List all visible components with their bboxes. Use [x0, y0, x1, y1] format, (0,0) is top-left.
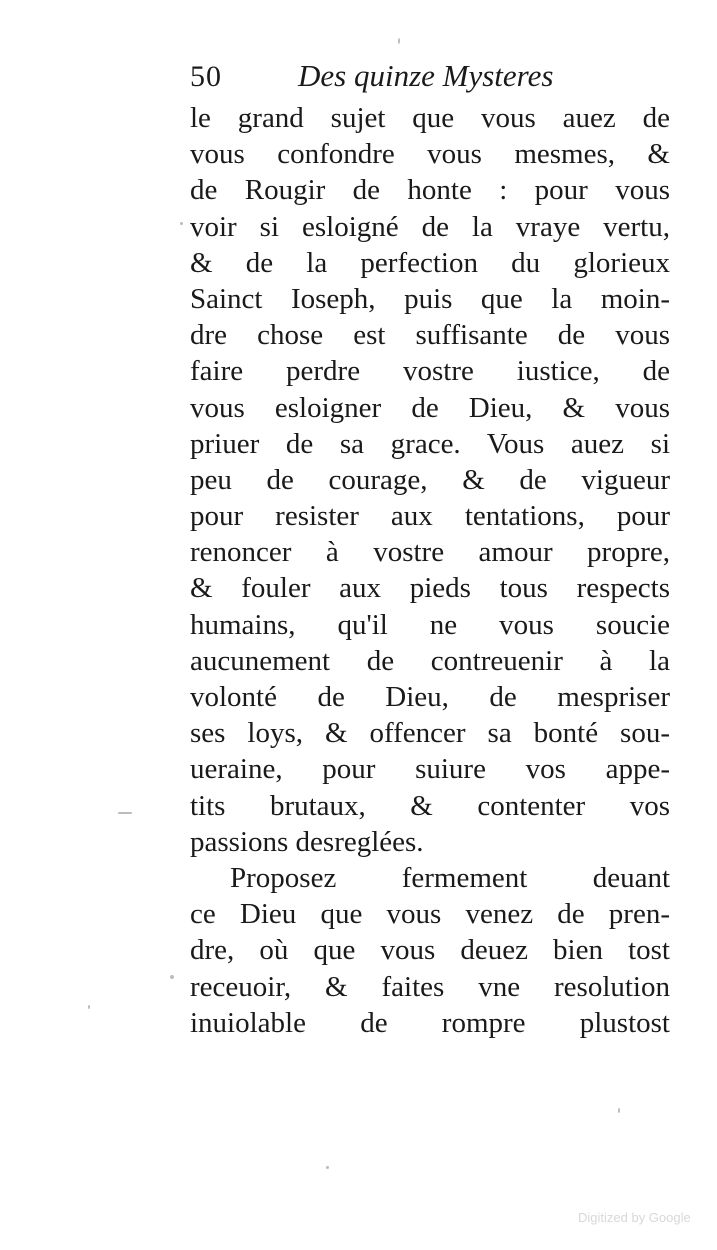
- paper-speck: [180, 222, 183, 225]
- text-line: & de la perfection du glorieux: [190, 246, 670, 279]
- body-text: [190, 100, 670, 1041]
- text-line: volonté de Dieu, de mespriser: [190, 681, 670, 713]
- text-line: dre chose est suffisante de vous: [190, 319, 670, 352]
- text-line: renoncer à vostre amour propre,: [190, 536, 670, 569]
- text-line: peu de courage, & de vigueur: [190, 463, 670, 496]
- text-line: faire perdre vostre iustice, de: [190, 355, 670, 388]
- text-line: aucunement de contreuenir à la: [190, 644, 670, 677]
- text-line: passions desreglées.: [190, 825, 424, 858]
- watermark: Digitized by Google: [578, 1210, 691, 1225]
- paper-speck: [398, 38, 400, 44]
- text-line: de Rougir de honte : pour vous: [190, 174, 670, 207]
- page-number: 50: [190, 60, 222, 93]
- paper-speck: [118, 812, 132, 814]
- text-line: voir si esloigné de la vraye vertu,: [190, 210, 670, 243]
- text-line: pour resister aux tentations, pour: [190, 500, 670, 533]
- text-line: ueraine, pour suiure vos appe-: [190, 753, 670, 786]
- text-line: Proposez fermement deuant: [230, 861, 670, 894]
- paper-speck: [170, 975, 174, 979]
- paper-speck: [88, 1005, 90, 1009]
- text-line: Sainct Ioseph, puis que la moin-: [190, 282, 670, 315]
- text-line: receuoir, & faites vne resolution: [190, 970, 670, 1003]
- text-line: inuiolable de rompre plustost: [190, 1006, 670, 1039]
- text-line: le grand sujet que vous auez de: [190, 102, 670, 134]
- page-header: [190, 56, 670, 100]
- paper-speck: [326, 1166, 329, 1169]
- text-line: ce Dieu que vous venez de pren-: [190, 898, 670, 931]
- text-line: vous confondre vous mesmes, &: [190, 138, 670, 171]
- text-line: humains, qu'il ne vous soucie: [190, 608, 670, 641]
- text-line: tits brutaux, & contenter vos: [190, 789, 670, 822]
- text-line: vous esloigner de Dieu, & vous: [190, 391, 670, 424]
- text-line: priuer de sa grace. Vous auez si: [190, 427, 670, 460]
- running-title: Des quinze Mysteres: [298, 58, 554, 93]
- text-line: & fouler aux pieds tous respects: [190, 572, 670, 605]
- text-line: ses loys, & offencer sa bonté sou-: [190, 717, 670, 750]
- text-line: dre, où que vous deuez bien tost: [190, 934, 670, 967]
- paper-speck: [618, 1108, 620, 1113]
